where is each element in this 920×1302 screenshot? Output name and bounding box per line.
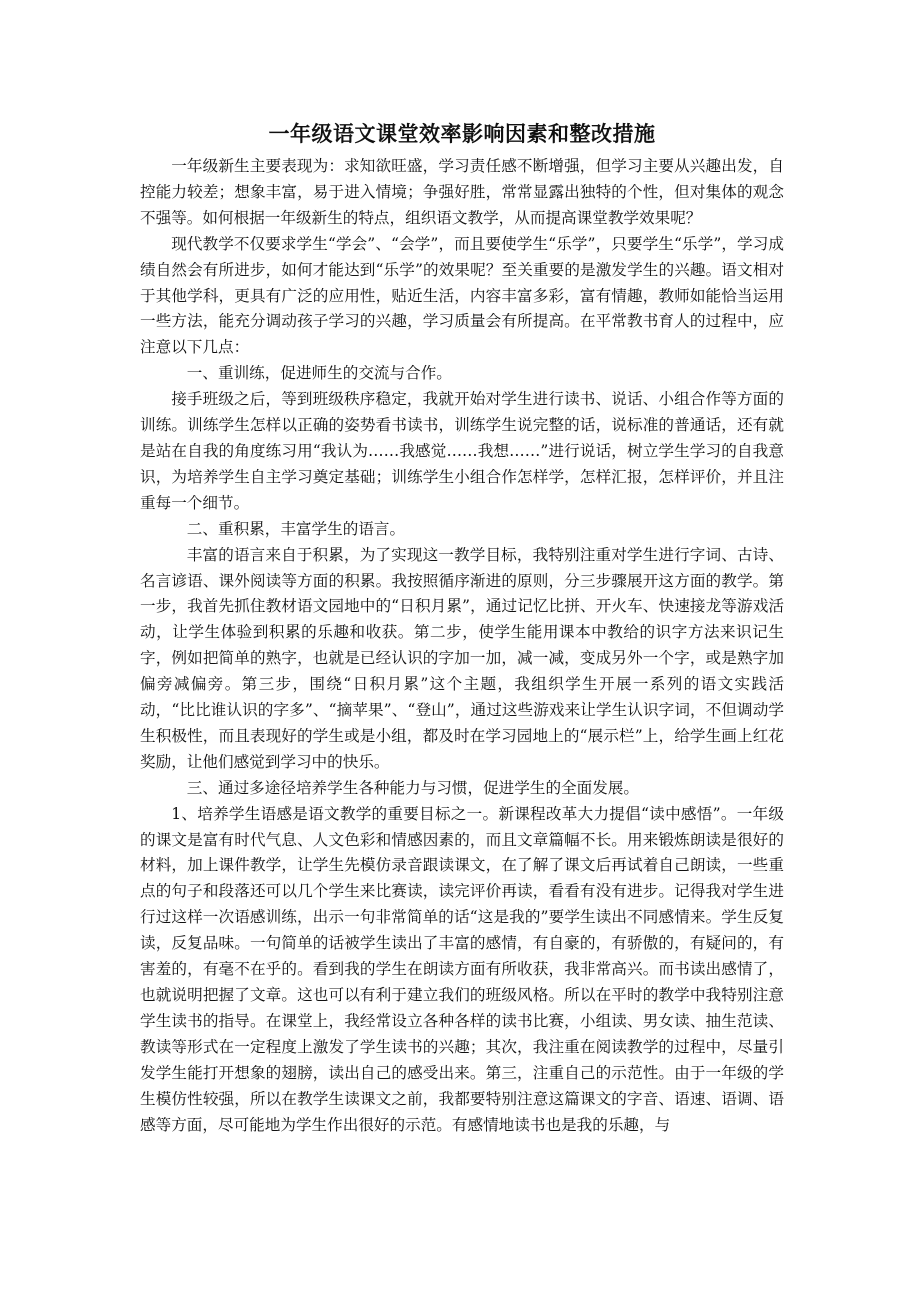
body-paragraph: 丰富的语言来自于积累，为了实现这一教学目标，我特别注重对学生进行字词、古诗、名言谚语、课外阅读等方面的积累。我按照循序渐进的原则，分三步骤展开这方面的教学。第一步，我首先抓住教材语文园地中的“日积月累”，通过记忆比拼、开火车、快速接龙等游戏活动，让学生体验到积累的乐趣和收获。第二步，使学生能用课本中教给的识字方法来识记生字，例如把简单的熟字，也就是已经认识的字加一加，减一减，变成另外一个字，或是熟字加偏旁减偏旁。第三步，围绕“日积月累”这个主题，我组织学生开展一系列的语文实践活动，“比比谁认识的字多”、“摘苹果”、“登山”，通过这些游戏来让学生认识字词，不但调动学生积极性，而且表现好的学生或是小组，都及时在学习园地上的“展示栏”上，给学生画上红花奖励，让他们感觉到学习中的快乐。 — [140, 545, 784, 771]
body-paragraph: 三、通过多途径培养学生各种能力与习惯，促进学生的全面发展。 — [186, 778, 640, 797]
body-paragraph: 1、培养学生语感是语文教学的重要目标之一。新课程改革大力提倡“读中感悟”。一年级的课文是富有时代气息、人文色彩和情感因素的，而且文章篇幅不长。用来锻炼朗读是很好的材料，加上课件教学，让学生先模仿录音跟读课文，在了解了课文后再试着自己朗读，一些重点的句子和段落还可以几个学生来比赛读，读完评价再读，看看有没有进步。记得我对学生进行过这样一次语感训练，出示一句非常简单的话“这是我的”要学生读出不同感情来。学生反复读，反复品味。一句简单的话被学生读出了丰富的感情，有自豪的，有骄傲的，有疑问的，有害羞的，有毫不在乎的。看到我的学生在朗读方面有所收获，我非常高兴。而书读出感情了，也就说明把握了文章。这也可以有利于建立我们的班级风格。所以在平时的教学中我特别注意学生读书的指导。在课堂上，我经常设立各种各样的读书比赛，小组读、男女读、抽生范读、教读等形式在一定程度上激发了学生读书的兴趣；其次，我注重在阅读教学的过程中，尽量引发学生能打开想象的翅膀，读出自己的感受出来。第三，注重自己的示范性。由于一年级的学生模仿性较强，所以在教学生读课文之前，我都要特别注意这篇课文的字音、语速、语调、语感等方面，尽可能地为学生作出很好的示范。有感情地读书也是我的乐趣，与 — [140, 804, 784, 1134]
document-page — [140, 118, 784, 1138]
document-title: 一年级语文课堂效率影响因素和整改措施 — [268, 121, 656, 146]
document-body — [140, 154, 784, 1138]
body-paragraph: 二、重积累，丰富学生的语言。 — [186, 519, 406, 538]
body-paragraph: 接手班级之后，等到班级秩序稳定，我就开始对学生进行读书、说话、小组合作等方面的训练。训练学生怎样以正确的姿势看书读书，训练学生说完整的话，说标准的普通话，还有就是站在自我的角度练习用“我认为……我感觉……我想……”进行说话，树立学生学习的自我意识，为培养学生自主学习奠定基础；训练学生小组合作怎样学，怎样汇报，怎样评价，并且注重每一个细节。 — [140, 390, 784, 512]
body-paragraph: 现代教学不仅要求学生“学会”、“会学”，而且要使学生“乐学”，只要学生“乐学”，学习成绩自然会有所进步，如何才能达到“乐学”的效果呢？至关重要的是激发学生的兴趣。语文相对于其他学科，更具有广泛的应用性，贴近生活，内容丰富多彩，富有情趣，教师如能恰当运用一些方法，能充分调动孩子学习的兴趣，学习质量会有所提高。在平常教书育人的过程中，应注意以下几点： — [140, 234, 784, 357]
body-paragraph: 一、重训练，促进师生的交流与合作。 — [186, 364, 452, 383]
body-paragraph: 一年级新生主要表现为：求知欲旺盛，学习责任感不断增强，但学习主要从兴趣出发，自控能力较差；想象丰富，易于进入情境；争强好胜，常常显露出独特的个性，但对集体的观念不强等。如何根据一年级新生的特点，组织语文教学，从而提高课堂教学效果呢？ — [140, 157, 784, 227]
